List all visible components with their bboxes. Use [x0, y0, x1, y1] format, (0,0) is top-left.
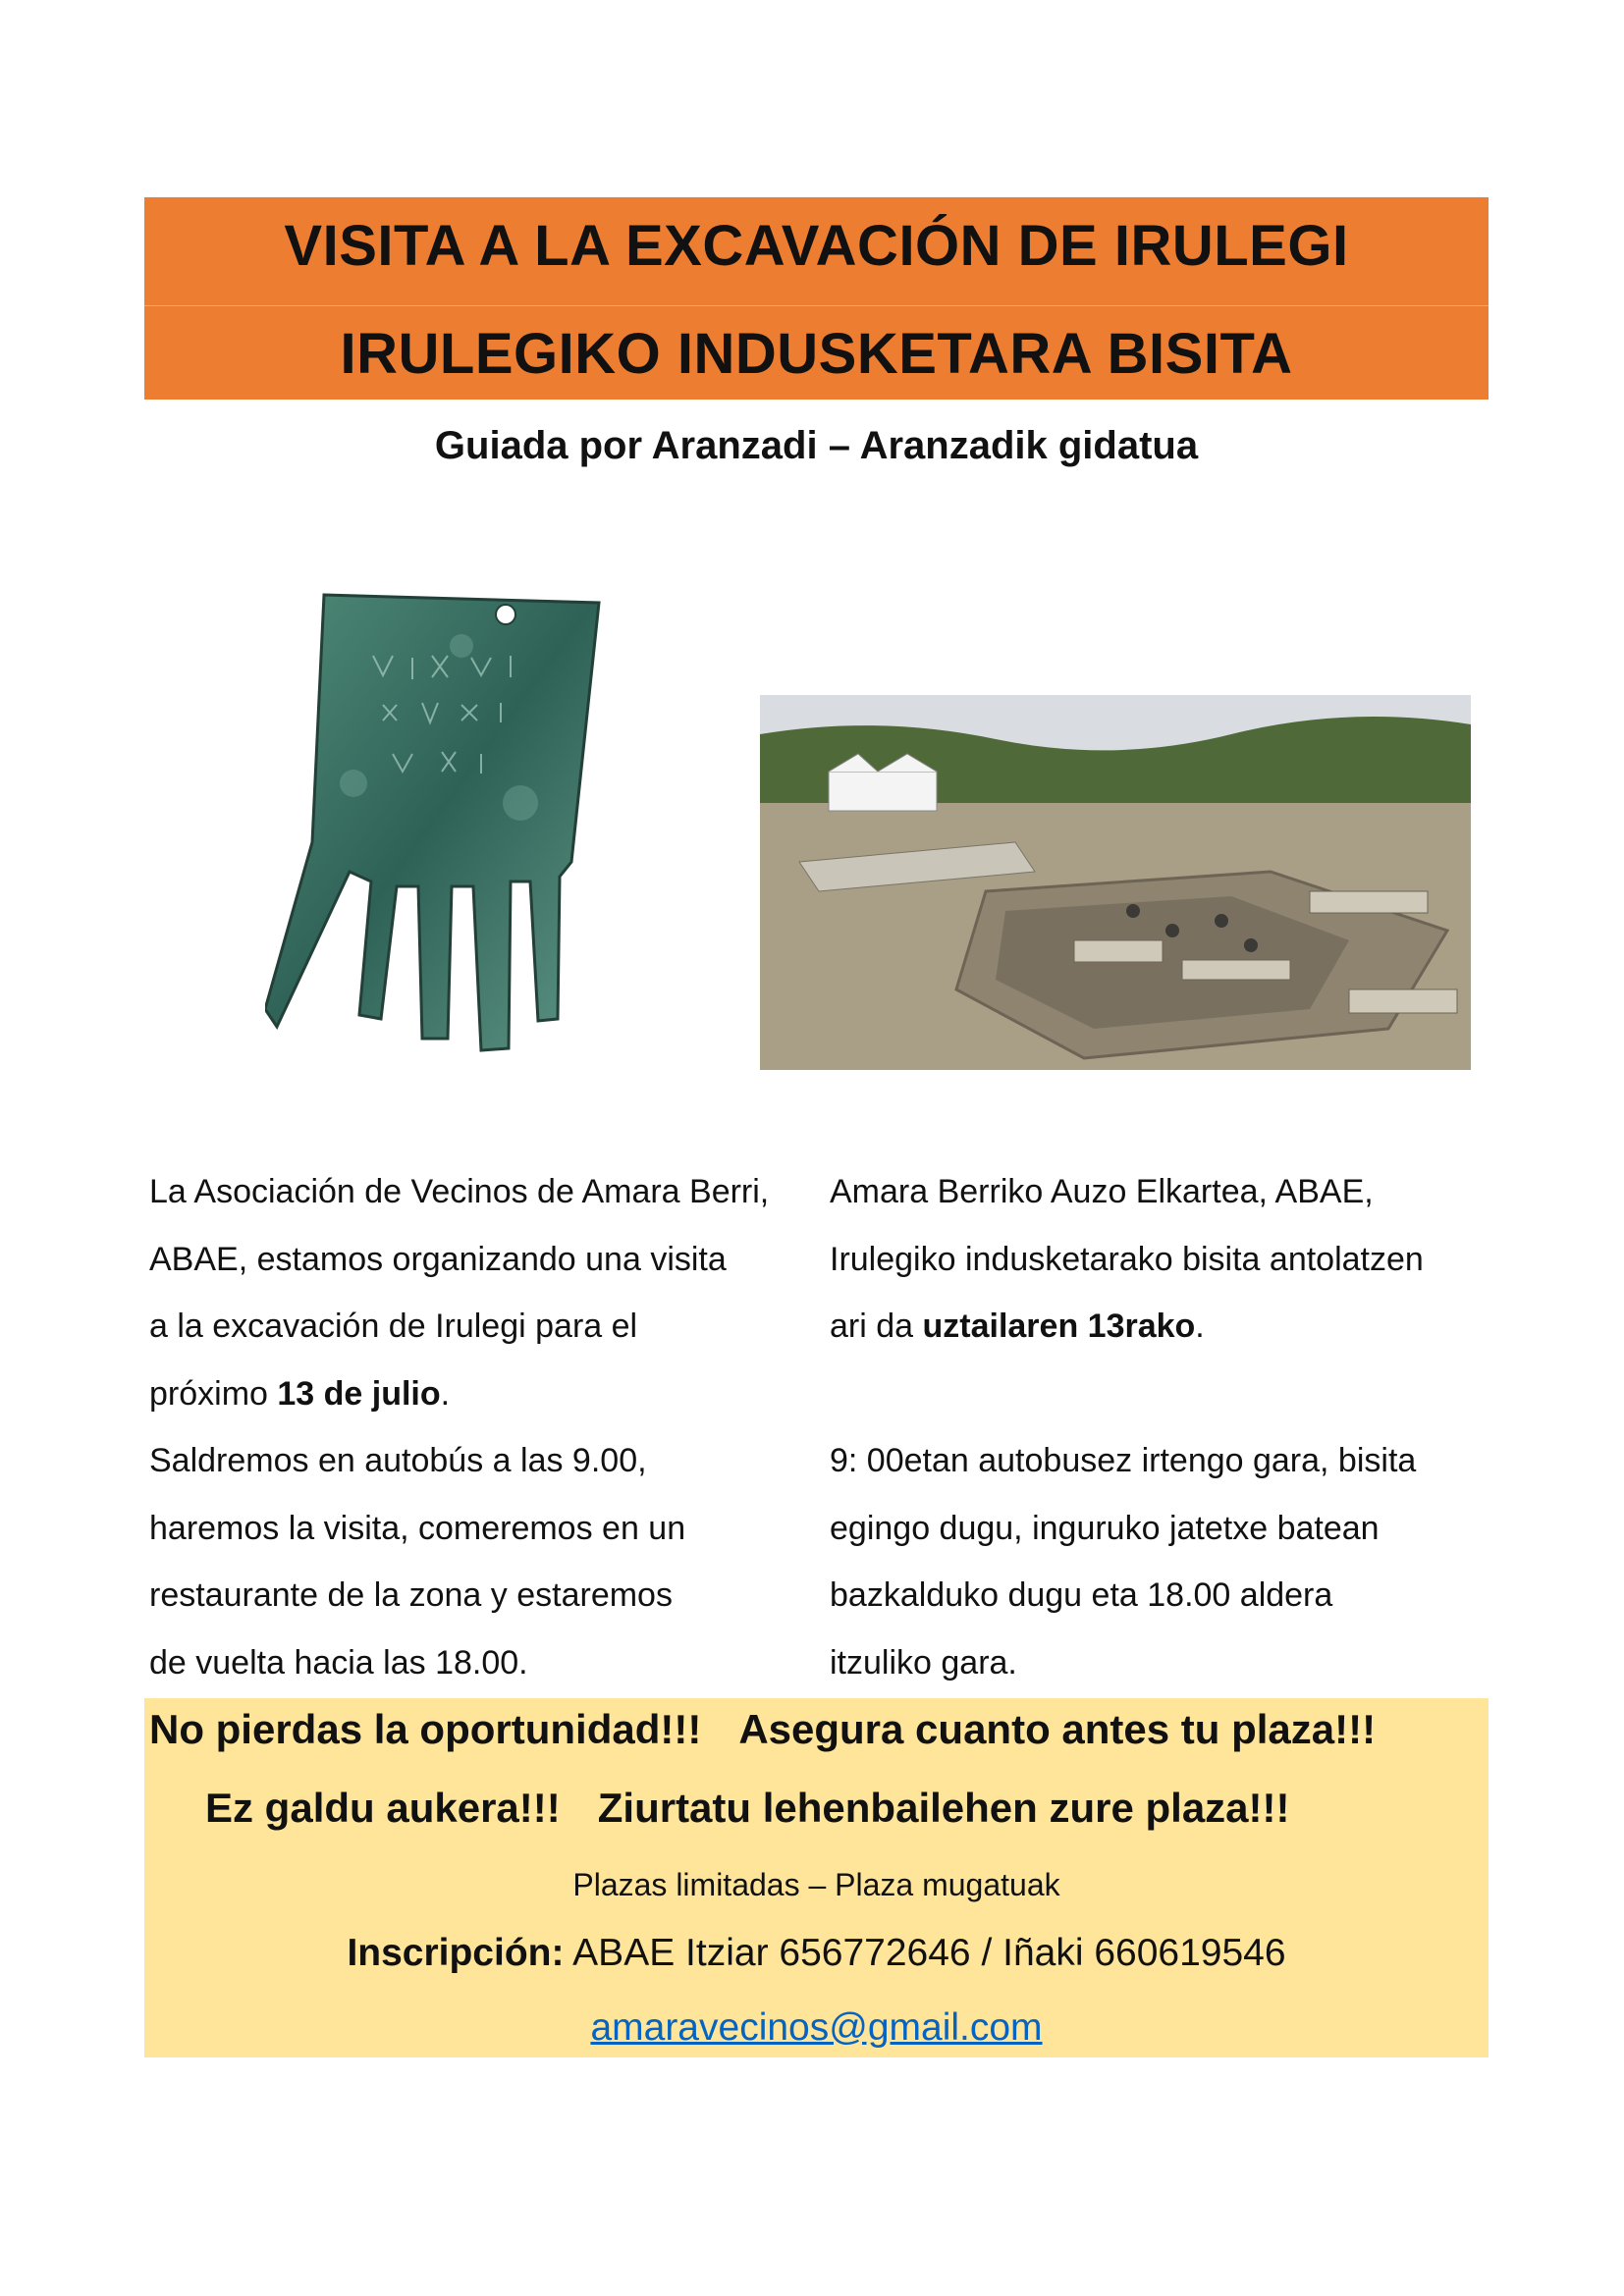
spanish-line: haremos la visita, comeremos en un: [149, 1509, 686, 1547]
call-to-action-basque: [205, 1785, 1327, 1832]
basque-line: Amara Berriko Auzo Elkartea, ABAE,: [830, 1173, 1374, 1210]
inscription-contacts: ABAE Itziar 656772646 / Iñaki 660619546: [564, 1932, 1286, 1974]
title-banner: [144, 197, 1489, 400]
spanish-line: de vuelta hacia las 18.00.: [149, 1643, 528, 1682]
spanish-line: restaurante de la zona y estaremos: [149, 1576, 673, 1614]
subtitle: Guiada por Aranzadi – Aranzadik gidatua: [434, 424, 1199, 467]
spanish-date-line: [149, 1361, 817, 1428]
visit-date-es: 13 de julio: [277, 1374, 441, 1413]
spanish-line: La Asociación de Vecinos de Amara Berri,: [149, 1173, 770, 1210]
limited-places: Plazas limitadas – Plaza mugatuak: [572, 1867, 1060, 1902]
date-prefix: ari da: [830, 1308, 923, 1345]
basque-line: 9: 00etan autobusez irtengo gara, bisita: [830, 1442, 1417, 1479]
spacer: [830, 1361, 1497, 1428]
registration-box: [144, 1698, 1489, 2057]
call-to-action-spanish: [149, 1706, 1413, 1753]
title-divider: [144, 305, 1489, 306]
date-suffix: .: [1195, 1308, 1205, 1345]
basque-line: bazkalduko dugu eta 18.00 aldera: [830, 1576, 1333, 1614]
basque-line: egingo dugu, inguruko jatetxe batean: [830, 1509, 1380, 1547]
date-prefix: próximo: [149, 1374, 278, 1413]
hand-of-irulegi-image: [265, 587, 619, 1056]
cta-text: Asegura cuanto antes tu plaza!!!: [738, 1706, 1377, 1752]
basque-description: [830, 1158, 1497, 1696]
basque-line: itzuliko gara.: [830, 1643, 1017, 1682]
spanish-line: ABAE, estamos organizando una visita: [149, 1240, 727, 1278]
spanish-line: a la excavación de Irulegi para el: [149, 1308, 638, 1345]
email-link[interactable]: amaravecinos@gmail.com: [590, 2006, 1043, 2049]
basque-line: Irulegiko indusketarako bisita antolatzen: [830, 1240, 1424, 1278]
spanish-description: [149, 1158, 817, 1696]
inscription-line: [144, 1932, 1489, 1975]
inscription-label: Inscripción:: [347, 1932, 565, 1974]
cta-text: No pierdas la oportunidad!!!: [149, 1706, 702, 1752]
spanish-line: Saldremos en autobús a las 9.00,: [149, 1442, 647, 1479]
title-basque: IRULEGIKO INDUSKETARA BISITA: [340, 322, 1293, 386]
visit-date-eu: uztailaren 13rako: [922, 1308, 1196, 1345]
title-spanish: VISITA A LA EXCAVACIÓN DE IRULEGI: [284, 214, 1349, 278]
cta-text: Ez galdu aukera!!!: [205, 1785, 561, 1831]
cta-text: Ziurtatu lehenbailehen zure plaza!!!: [597, 1785, 1290, 1831]
basque-date-line: [830, 1293, 1497, 1361]
excavation-site-image: [760, 695, 1471, 1070]
date-suffix: .: [440, 1374, 451, 1413]
